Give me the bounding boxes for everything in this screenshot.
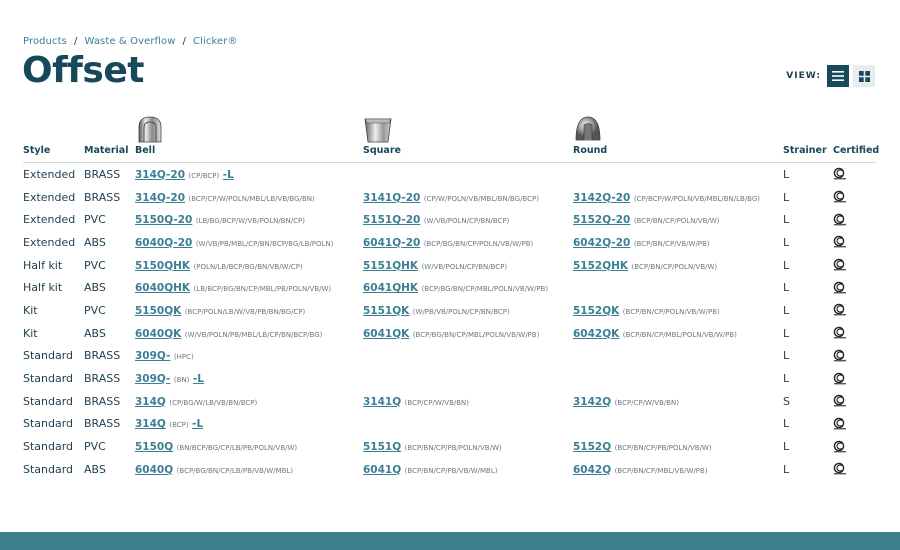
finish-options: (BCP/BN/CP/PB/POLN/VB/W) — [404, 444, 502, 453]
empty-cell — [573, 276, 783, 299]
finish-options: (BCP/BN/CP/POLN/VB/W) — [633, 217, 720, 226]
list-view-icon — [832, 71, 844, 81]
column-header-square — [363, 115, 573, 163]
finish-options: (W/VB/POLN/PB/MBL/LB/CP/BN/BCP/BG) — [184, 330, 323, 339]
breadcrumb-waste-overflow[interactable]: Waste & Overflow — [84, 36, 176, 47]
material-cell: ABS — [84, 281, 106, 295]
product-code-link[interactable]: 6040Q — [135, 463, 174, 476]
page-title: Offset — [22, 50, 144, 91]
product-code-link[interactable]: 6040QK — [135, 327, 182, 340]
square-cell — [363, 458, 573, 481]
style-cell: Half kit — [23, 258, 63, 272]
table-row — [23, 163, 876, 186]
round-cell — [573, 322, 783, 345]
product-code-link[interactable]: 6041QHK — [363, 282, 419, 295]
product-code-link[interactable]: 314Q-20 — [135, 168, 186, 181]
finish-options: (CP/W/POLN/VB/MBL/BN/BG/BCP) — [423, 194, 539, 203]
round-cell — [573, 231, 783, 254]
finish-options: (BCP/BN/CP/VB/W/PB) — [633, 239, 710, 248]
bell-cell — [135, 345, 363, 368]
bell-cell — [135, 458, 363, 481]
finish-options: (HPC) — [173, 353, 194, 362]
cupc-certification-icon — [833, 462, 847, 476]
bell-cell — [135, 367, 363, 390]
finish-options: (BCP/BN/CP/POLN/VB/W) — [631, 262, 718, 271]
certified-cell — [833, 208, 876, 231]
square-cell — [363, 186, 573, 209]
empty-cell — [573, 163, 783, 186]
certified-cell — [833, 186, 876, 209]
finish-options: (W/VB/POLN/CP/BN/BCP) — [423, 217, 510, 226]
table-row — [23, 458, 876, 481]
column-header-style: Style — [23, 115, 84, 163]
strainer-cell: L — [783, 190, 790, 204]
style-cell: Standard — [23, 394, 74, 408]
certified-cell — [833, 276, 876, 299]
material-cell: ABS — [84, 235, 106, 249]
table-row — [23, 208, 876, 231]
breadcrumb-products[interactable]: Products — [23, 36, 67, 47]
finish-options: (BCP/BG/BN/CP/POLN/VB/W/PB) — [423, 239, 534, 248]
round-cell — [573, 186, 783, 209]
finish-options: (BN) — [173, 376, 190, 385]
finish-options: (BN/BCP/BG/CP/LB/PB/POLN/VB/W) — [176, 444, 298, 453]
style-cell: Extended — [23, 235, 76, 249]
product-code-link[interactable]: 6042Q-20 — [573, 236, 631, 249]
product-suffix-link[interactable]: -L — [192, 373, 204, 386]
round-cell — [573, 458, 783, 481]
product-code-link[interactable]: 5150Q-20 — [135, 214, 193, 227]
product-code-link[interactable]: 5152Q-20 — [573, 214, 631, 227]
table-row — [23, 435, 876, 458]
finish-options: (W/VB/PB/MBL/CP/BN/BCP/BG/LB/POLN) — [195, 239, 334, 248]
product-code-link[interactable]: 6041QK — [363, 327, 410, 340]
table-row — [23, 413, 876, 436]
table-row — [23, 345, 876, 368]
strainer-cell: L — [783, 417, 790, 431]
empty-cell — [573, 413, 783, 436]
square-cell — [363, 276, 573, 299]
table-row — [23, 299, 876, 322]
view-switcher — [786, 65, 875, 87]
column-header-square-label: Square — [363, 145, 401, 156]
finish-options: (BCP/BN/CP/MBL/VB/W/PB) — [614, 466, 708, 475]
square-shape-icon — [363, 115, 393, 143]
finish-options: (BCP/POLN/LB/W/VB/PB/BN/BG/CP) — [184, 307, 306, 316]
material-cell: BRASS — [84, 372, 121, 386]
finish-options: (BCP/BN/CP/POLN/VB/W/PB) — [622, 307, 720, 316]
style-cell: Standard — [23, 462, 74, 476]
strainer-cell: L — [783, 235, 790, 249]
material-cell: ABS — [84, 462, 106, 476]
finish-options: (LB/BG/BCP/W/VB/POLN/BN/CP) — [195, 217, 305, 226]
product-code-link[interactable]: 5151Q — [363, 441, 402, 454]
finish-options: (POLN/LB/BCP/BG/BN/VB/W/CP) — [193, 262, 303, 271]
product-code-link[interactable]: 6040Q-20 — [135, 236, 193, 249]
empty-cell — [573, 345, 783, 368]
cupc-certification-icon — [833, 281, 847, 295]
table-row — [23, 390, 876, 413]
finish-options: (BCP/CP/W/POLN/MBL/LB/VB/BG/BN) — [188, 194, 315, 203]
material-cell: ABS — [84, 326, 106, 340]
cupc-certification-icon — [833, 213, 847, 227]
bell-shape-icon — [135, 115, 165, 143]
material-cell: PVC — [84, 440, 106, 454]
material-cell: BRASS — [84, 167, 121, 181]
style-cell: Standard — [23, 372, 74, 386]
cupc-certification-icon — [833, 190, 847, 204]
empty-cell — [363, 367, 573, 390]
material-cell: PVC — [84, 303, 106, 317]
product-code-link[interactable]: 314Q — [135, 395, 166, 408]
round-cell — [573, 299, 783, 322]
bell-cell — [135, 231, 363, 254]
finish-options: (BCP/BG/BN/CP/LB/PB/VB/W/MBL) — [176, 466, 294, 475]
certified-cell — [833, 413, 876, 436]
product-code-link[interactable]: 6040QHK — [135, 282, 191, 295]
bell-cell — [135, 390, 363, 413]
round-cell — [573, 208, 783, 231]
breadcrumb-separator: / — [73, 36, 78, 47]
cupc-certification-icon — [833, 372, 847, 386]
certified-cell — [833, 345, 876, 368]
cupc-certification-icon — [833, 394, 847, 408]
square-cell — [363, 435, 573, 458]
finish-options: (BCP/BG/BN/CP/MBL/POLN/VB/W/PB) — [412, 330, 540, 339]
strainer-cell: L — [783, 258, 790, 272]
bell-cell — [135, 276, 363, 299]
style-cell: Extended — [23, 190, 76, 204]
certified-cell — [833, 367, 876, 390]
empty-cell — [363, 413, 573, 436]
product-code-link[interactable]: 3141Q-20 — [363, 191, 421, 204]
product-code-link[interactable]: 314Q-20 — [135, 191, 186, 204]
column-header-certified: Certified — [833, 115, 876, 163]
grid-view-icon — [859, 71, 870, 82]
style-cell: Extended — [23, 213, 76, 227]
table-body — [23, 163, 876, 481]
square-cell — [363, 299, 573, 322]
list-view-button[interactable] — [827, 65, 849, 87]
column-header-round — [573, 115, 783, 163]
finish-options: (W/PB/VB/POLN/CP/BN/BCP) — [412, 307, 510, 316]
certified-cell — [833, 163, 876, 186]
product-code-link[interactable]: 6041Q — [363, 463, 402, 476]
product-code-link[interactable]: 309Q- — [135, 350, 171, 363]
style-cell: Standard — [23, 417, 74, 431]
empty-cell — [363, 345, 573, 368]
table-row — [23, 367, 876, 390]
finish-options: (CP/BCP/W/POLN/VB/MBL/BN/LB/BG) — [633, 194, 761, 203]
column-header-round-label: Round — [573, 145, 608, 156]
grid-view-button[interactable] — [853, 65, 875, 87]
product-code-link[interactable]: 5150Q — [135, 441, 174, 454]
style-cell: Standard — [23, 349, 74, 363]
cupc-certification-icon — [833, 235, 847, 249]
empty-cell — [363, 163, 573, 186]
bell-cell — [135, 435, 363, 458]
product-code-link[interactable]: 5150QHK — [135, 259, 191, 272]
finish-options: (W/VB/POLN/CP/BN/BCP) — [421, 262, 508, 271]
certified-cell — [833, 254, 876, 277]
material-cell: BRASS — [84, 394, 121, 408]
product-code-link[interactable]: 309Q- — [135, 373, 171, 386]
material-cell: BRASS — [84, 190, 121, 204]
material-cell: BRASS — [84, 417, 121, 431]
view-label: VIEW: — [786, 71, 821, 81]
product-code-link[interactable]: 5150QK — [135, 304, 182, 317]
material-cell: PVC — [84, 258, 106, 272]
empty-cell — [573, 367, 783, 390]
material-cell: PVC — [84, 213, 106, 227]
finish-options: (BCP/BG/BN/CP/MBL/POLN/VB/W/PB) — [421, 285, 549, 294]
certified-cell — [833, 322, 876, 345]
square-cell — [363, 208, 573, 231]
product-code-link[interactable]: 6042Q — [573, 463, 612, 476]
round-shape-icon — [573, 115, 603, 143]
strainer-cell: L — [783, 281, 790, 295]
table-row — [23, 254, 876, 277]
finish-options: (BCP/BN/CP/MBL/POLN/VB/W/PB) — [622, 330, 737, 339]
style-cell: Kit — [23, 326, 38, 340]
product-table — [23, 115, 880, 481]
style-cell: Kit — [23, 303, 38, 317]
square-cell — [363, 322, 573, 345]
round-cell — [573, 254, 783, 277]
style-cell: Half kit — [23, 281, 63, 295]
breadcrumb-clicker[interactable]: Clicker® — [193, 36, 238, 47]
footer-bar — [0, 532, 900, 550]
bell-cell — [135, 322, 363, 345]
product-suffix-link[interactable]: -L — [222, 168, 234, 181]
cupc-certification-icon — [833, 326, 847, 340]
round-cell — [573, 390, 783, 413]
certified-cell — [833, 458, 876, 481]
product-code-link[interactable]: 314Q — [135, 418, 166, 431]
material-cell: BRASS — [84, 349, 121, 363]
product-code-link[interactable]: 5152Q — [573, 441, 612, 454]
cupc-certification-icon — [833, 167, 847, 181]
strainer-cell: L — [783, 167, 790, 181]
square-cell — [363, 390, 573, 413]
finish-options: (LB/BCP/BG/BN/CP/MBL/PB/POLN/VB/W) — [193, 285, 332, 294]
column-header-material: Material — [84, 115, 135, 163]
strainer-cell: L — [783, 349, 790, 363]
certified-cell — [833, 390, 876, 413]
bell-cell — [135, 208, 363, 231]
product-code-link[interactable]: 6041Q-20 — [363, 236, 421, 249]
finish-options: (BCP/BN/CP/PB/POLN/VB/W) — [614, 444, 712, 453]
column-header-bell-label: Bell — [135, 145, 156, 156]
product-suffix-link[interactable]: -L — [192, 418, 204, 431]
table-row — [23, 186, 876, 209]
product-code-link[interactable]: 6042QK — [573, 327, 620, 340]
cupc-certification-icon — [833, 349, 847, 363]
strainer-cell: L — [783, 326, 790, 340]
round-cell — [573, 435, 783, 458]
finish-options: (BCP/CP/W/VB/BN) — [404, 398, 469, 407]
product-code-link[interactable]: 5152QHK — [573, 259, 629, 272]
bell-cell — [135, 254, 363, 277]
cupc-certification-icon — [833, 417, 847, 431]
breadcrumb — [23, 36, 238, 47]
product-code-link[interactable]: 3141Q — [363, 395, 402, 408]
table-row — [23, 322, 876, 345]
table-row — [23, 231, 876, 254]
finish-options: (CP/BCP) — [188, 171, 220, 180]
finish-options: (BCP/CP/W/VB/BN) — [614, 398, 679, 407]
square-cell — [363, 254, 573, 277]
strainer-cell: L — [783, 462, 790, 476]
finish-options: (BCP/BN/CP/PB/VB/W/MBL) — [404, 466, 498, 475]
bell-cell — [135, 413, 363, 436]
table-header-row — [23, 115, 876, 163]
product-code-link[interactable]: 5151QK — [363, 304, 410, 317]
table-row — [23, 276, 876, 299]
strainer-cell: L — [783, 440, 790, 454]
strainer-cell: S — [783, 394, 790, 408]
bell-cell — [135, 186, 363, 209]
certified-cell — [833, 299, 876, 322]
column-header-strainer: Strainer — [783, 115, 833, 163]
product-code-link[interactable]: 5152QK — [573, 304, 620, 317]
finish-options: (BCP) — [169, 421, 189, 430]
breadcrumb-separator: / — [182, 36, 187, 47]
style-cell: Standard — [23, 440, 74, 454]
product-code-link[interactable]: 3142Q — [573, 395, 612, 408]
bell-cell — [135, 299, 363, 322]
cupc-certification-icon — [833, 303, 847, 317]
strainer-cell: L — [783, 372, 790, 386]
cupc-certification-icon — [833, 258, 847, 272]
finish-options: (CP/BG/W/LB/VB/BN/BCP) — [169, 398, 258, 407]
product-code-link[interactable]: 5151QHK — [363, 259, 419, 272]
product-code-link[interactable]: 5151Q-20 — [363, 214, 421, 227]
product-code-link[interactable]: 3142Q-20 — [573, 191, 631, 204]
style-cell: Extended — [23, 167, 76, 181]
certified-cell — [833, 231, 876, 254]
strainer-cell: L — [783, 213, 790, 227]
column-header-bell — [135, 115, 363, 163]
strainer-cell: L — [783, 303, 790, 317]
cupc-certification-icon — [833, 440, 847, 454]
certified-cell — [833, 435, 876, 458]
square-cell — [363, 231, 573, 254]
bell-cell — [135, 163, 363, 186]
